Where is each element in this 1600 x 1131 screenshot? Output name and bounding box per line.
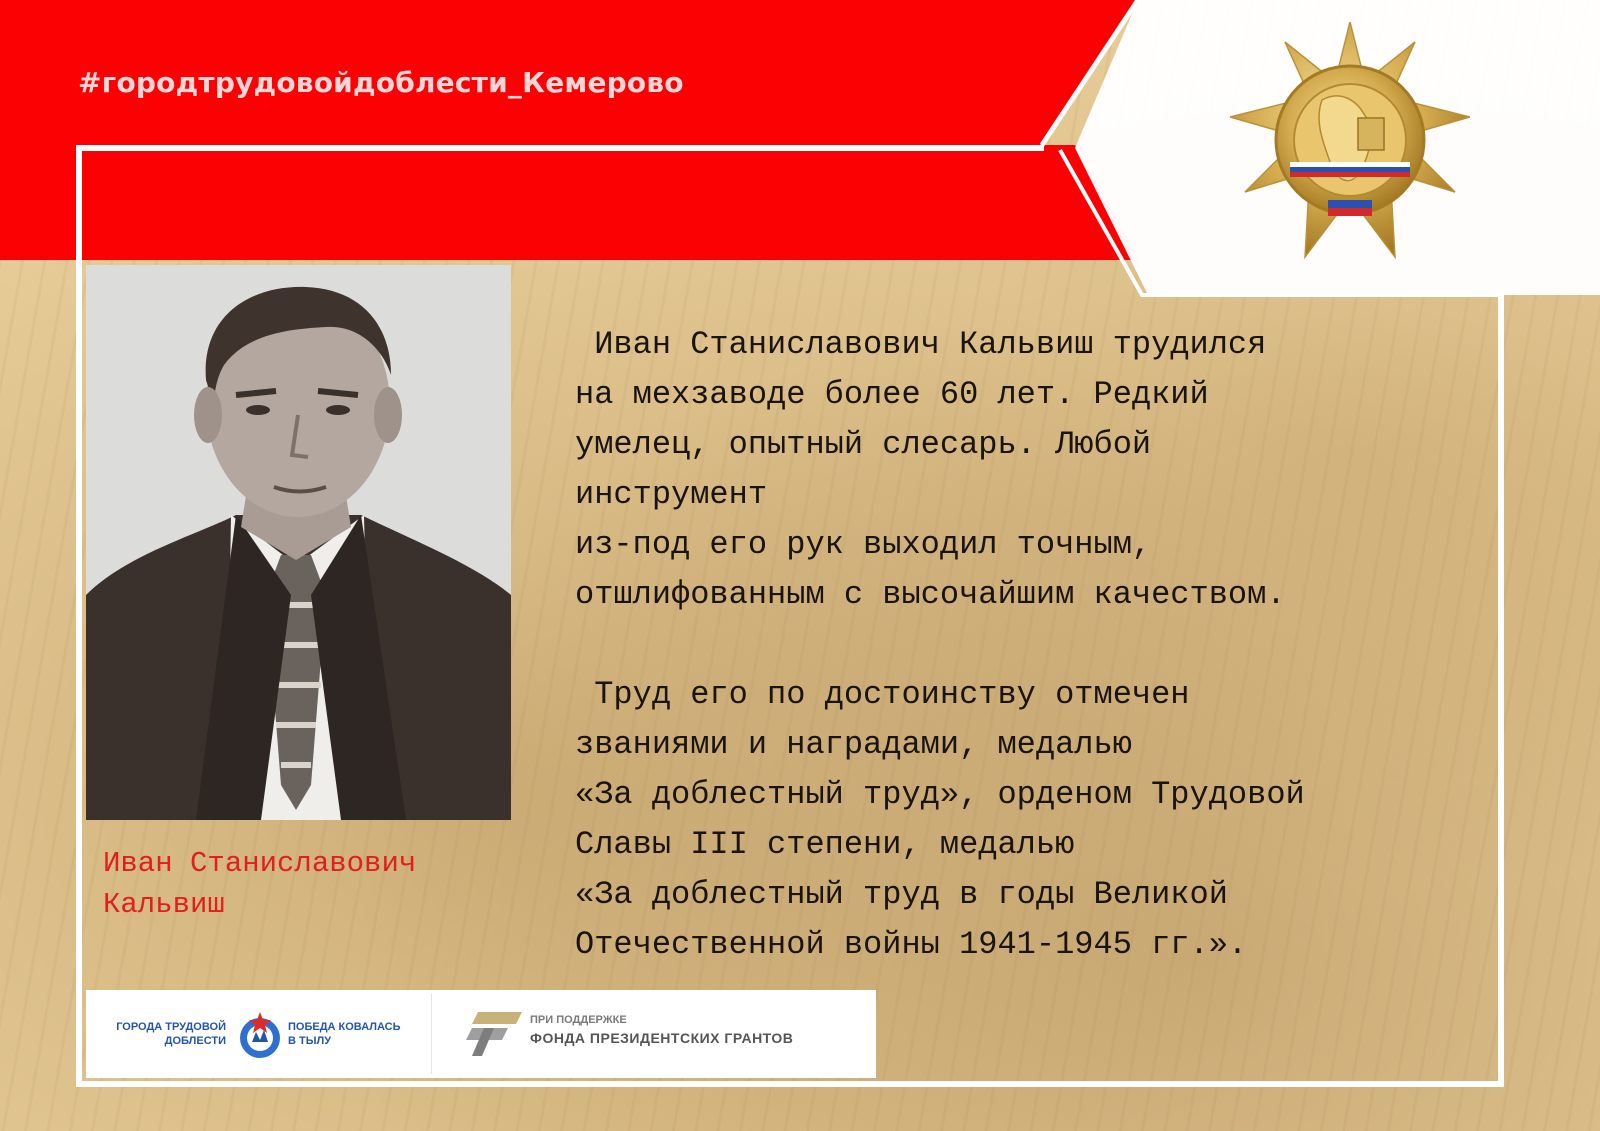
awards-line: Труд его по достоинству отмечен xyxy=(575,676,1190,713)
bio-line: Иван Станиславович Кальвиш трудился xyxy=(575,326,1267,363)
hashtag-title: #городтрудовойдоблести_Кемерово xyxy=(78,66,684,99)
project-logo-text-right xyxy=(288,1020,428,1048)
caption-second-line: Кальвиш xyxy=(103,888,225,921)
city-emblem-icon xyxy=(238,1012,282,1060)
frame-right xyxy=(1498,292,1504,1087)
person-name-caption xyxy=(103,843,463,925)
awards-line: Славы III степени, медалью xyxy=(575,826,1075,863)
awards-line: «За доблестный труд в годы Великой xyxy=(575,876,1228,913)
bio-line: инструмент xyxy=(575,476,768,513)
awards-line: «За доблестный труд», орденом Трудовой xyxy=(575,776,1305,813)
paragraph-gap xyxy=(575,620,1425,670)
logo-text: ДОБЛЕСТИ xyxy=(164,1035,226,1047)
logo-divider xyxy=(431,994,432,1074)
bio-line: умелец, опытный слесарь. Любой xyxy=(575,426,1152,463)
frame-bottom xyxy=(76,1081,1504,1087)
project-logo-text-left xyxy=(98,1020,226,1048)
caption-first-line: Иван Станиславович xyxy=(103,847,417,880)
project-logo xyxy=(98,1012,418,1060)
portrait-photo xyxy=(86,265,511,820)
medal-emblem-icon xyxy=(1230,22,1470,262)
biography-text xyxy=(575,320,1425,970)
grant-caption-main: ФОНДА ПРЕЗИДЕНТСКИХ ГРАНТОВ xyxy=(530,1030,794,1046)
logo-text: ГОРОДА ТРУДОВОЙ xyxy=(116,1021,226,1033)
fund-emblem-icon xyxy=(464,1012,522,1056)
frame-top xyxy=(76,145,1044,151)
grant-caption-small: ПРИ ПОДДЕРЖКЕ xyxy=(530,1014,627,1026)
bio-line: отшлифованным с высочайшим качеством. xyxy=(575,576,1286,613)
logo-text: В ТЫЛУ xyxy=(288,1035,332,1047)
bio-line: из-под его рук выходил точным, xyxy=(575,526,1152,563)
partner-logos-strip xyxy=(86,990,876,1078)
bio-line: на мехзаводе более 60 лет. Редкий xyxy=(575,376,1209,413)
frame-left xyxy=(76,145,82,1087)
awards-line: Отечественной войны 1941-1945 гг.». xyxy=(575,926,1248,963)
awards-line: званиями и наградами, медалью xyxy=(575,726,1132,763)
logo-text: ПОБЕДА КОВАЛАСЬ xyxy=(288,1021,401,1033)
grant-fund-logo xyxy=(464,1010,864,1060)
